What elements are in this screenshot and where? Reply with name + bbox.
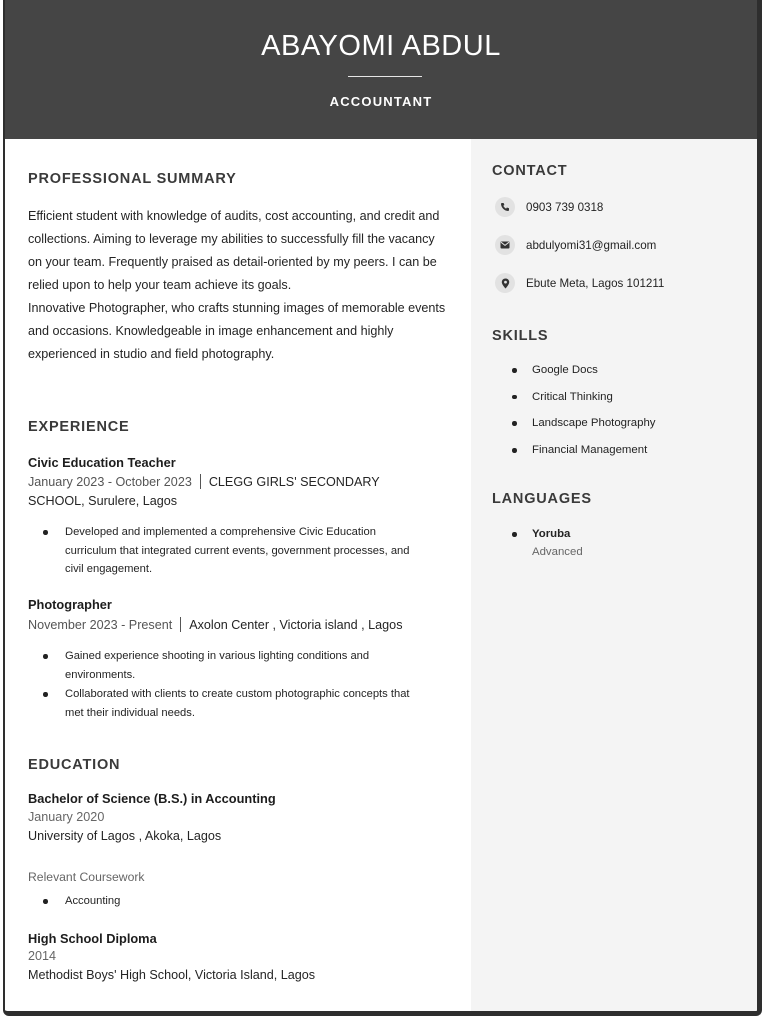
resume-page: [3, 0, 762, 1016]
language-level: Advanced: [532, 546, 583, 558]
degree-date: 2014: [28, 949, 57, 963]
email-address: abdulyomi31@gmail.com: [526, 238, 657, 252]
job-employer: CLEGG GIRLS' SECONDARY: [208, 475, 380, 489]
contact-heading: CONTACT: [492, 163, 568, 179]
job-title: Civic Education Teacher: [28, 455, 176, 470]
list-item: Accounting: [28, 892, 328, 911]
degree-school: Methodist Boys' High School, Victoria Island, Lagos: [28, 968, 316, 982]
phone-icon: [495, 197, 515, 217]
candidate-job-title: ACCOUNTANT: [329, 94, 433, 109]
contact-email: [495, 235, 656, 255]
job-dates: January 2023 - October 2023: [28, 475, 192, 489]
job-employer-cont: SCHOOL, Surulere, Lagos: [28, 494, 178, 508]
sidebar-column: [471, 139, 762, 1011]
job-bullets: [28, 647, 428, 723]
meta-separator: [200, 474, 201, 489]
job-bullets: [28, 523, 428, 580]
list-item: Developed and implemented a comprehensive Civic Education curriculum that integrated current events, government processes, and civil engagement.: [28, 523, 428, 579]
experience-heading: EXPERIENCE: [28, 419, 130, 435]
envelope-icon: [495, 235, 515, 255]
summary-paragraph: Efficient student with knowledge of audits, cost accounting, and credit and collections. Aiming to leverage my abilities to successfully fill the vacancy on your team. Frequently praised as detail-oriented by my peers. I can be relied upon to help your team achieve its goals.: [28, 209, 440, 292]
degree-school: University of Lagos , Akoka, Lagos: [28, 829, 222, 843]
language-name: Yoruba: [532, 528, 571, 540]
job-meta: [28, 616, 458, 635]
skills-list: [495, 361, 656, 468]
list-item: Google Docs: [495, 361, 656, 388]
job-title: Photographer: [28, 597, 112, 612]
skills-heading: SKILLS: [492, 328, 549, 344]
languages-heading: LANGUAGES: [492, 491, 592, 507]
phone-number: 0903 739 0318: [526, 200, 604, 214]
list-item: Financial Management: [495, 441, 656, 468]
summary-heading: PROFESSIONAL SUMMARY: [28, 171, 237, 187]
job-dates: November 2023 - Present: [28, 618, 173, 632]
contact-phone: [495, 197, 603, 217]
contact-address: [495, 273, 664, 293]
list-item: [495, 525, 583, 561]
degree-date: January 2020: [28, 810, 105, 824]
list-item: Critical Thinking: [495, 388, 656, 415]
degree-title: High School Diploma: [28, 931, 157, 946]
coursework-list: [28, 892, 328, 912]
languages-list: [495, 525, 583, 561]
address: Ebute Meta, Lagos 101211: [526, 276, 665, 290]
main-column: [5, 139, 471, 1011]
resume-header: [5, 0, 757, 139]
meta-separator: [180, 617, 181, 632]
job-employer: Axolon Center , Victoria island , Lagos: [189, 618, 403, 632]
list-item: Collaborated with clients to create custom photographic concepts that met their individual needs.: [28, 685, 428, 722]
list-item: Gained experience shooting in various lighting conditions and environments.: [28, 647, 428, 684]
location-pin-icon: [495, 273, 515, 293]
header-divider: [348, 76, 422, 77]
summary-paragraph: Innovative Photographer, who crafts stunning images of memorable events and occasions. Knowledgeable in image enhancement and highly experienced in studio and field photography.: [28, 301, 446, 361]
summary-text: [28, 205, 452, 366]
job-meta: [28, 473, 448, 511]
degree-title: Bachelor of Science (B.S.) in Accounting: [28, 791, 276, 806]
coursework-label: Relevant Coursework: [28, 870, 145, 884]
list-item: Landscape Photography: [495, 414, 656, 441]
education-heading: EDUCATION: [28, 757, 121, 773]
candidate-name: ABAYOMI ABDUL: [261, 30, 501, 62]
